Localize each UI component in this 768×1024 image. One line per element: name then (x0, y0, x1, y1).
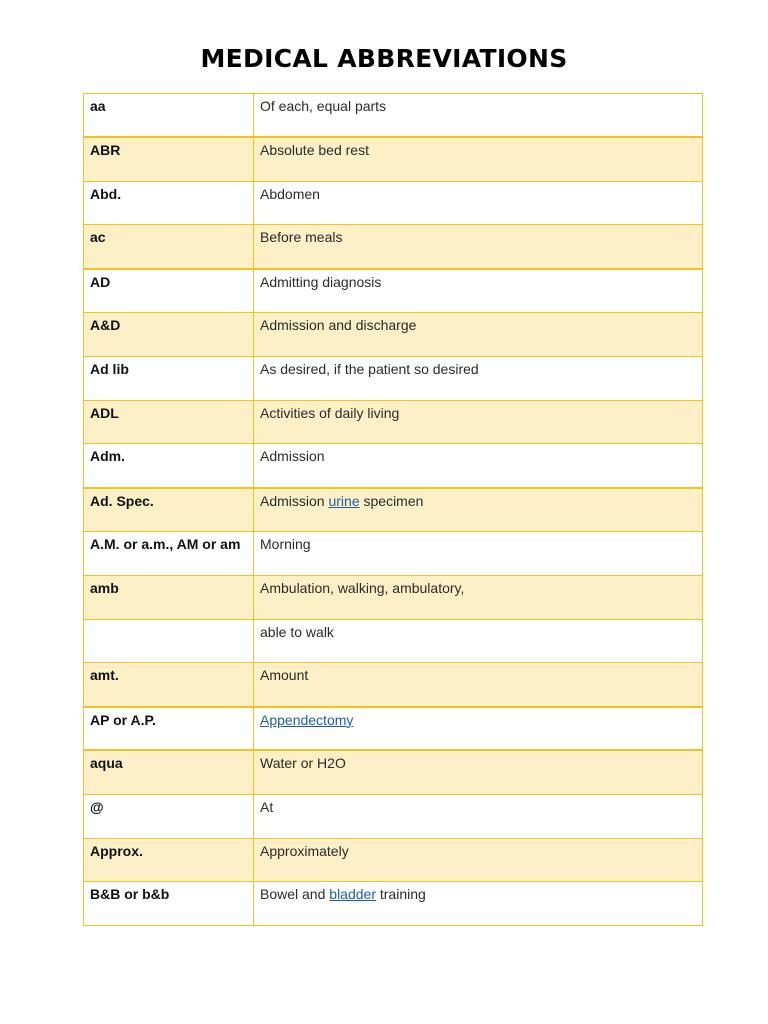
definition-text: Ambulation, walking, ambulatory, (260, 579, 465, 596)
definition-text: At (260, 798, 274, 815)
definition-text: Admission (260, 448, 325, 465)
appendectomy-link[interactable]: Appendectomy (260, 711, 354, 728)
table-row (84, 619, 703, 663)
definition-text: Water or H2O (260, 755, 346, 772)
definition-cell (254, 619, 703, 663)
abbreviation-cell: Ad lib (84, 356, 254, 400)
definition-cell (254, 181, 703, 225)
definition-text: Abdomen (260, 185, 320, 202)
definition-cell (254, 356, 703, 400)
abbreviation-cell: ADL (84, 400, 254, 444)
table-row (84, 400, 703, 444)
definition-text: Admitting diagnosis (260, 273, 382, 290)
table-row (84, 750, 703, 794)
abbreviation-cell: Abd. (84, 181, 254, 225)
table-row (84, 225, 703, 269)
abbreviation-cell: ABR (84, 137, 254, 181)
abbreviation-cell: B&B or b&b (84, 882, 254, 926)
abbreviations-table (83, 93, 703, 926)
table-row (84, 137, 703, 181)
definition-cell (254, 400, 703, 444)
table-row (84, 794, 703, 838)
definition-text: Approximately (260, 842, 349, 859)
definition-cell (254, 794, 703, 838)
table-row (84, 838, 703, 882)
definition-cell (254, 838, 703, 882)
definition-cell (254, 488, 703, 532)
definition-cell (254, 269, 703, 313)
abbreviation-cell: AD (84, 269, 254, 313)
table-row (84, 531, 703, 575)
definition-text: Absolute bed rest (260, 142, 369, 159)
abbreviation-cell: aqua (84, 750, 254, 794)
definition-text: As desired, if the patient so desired (260, 360, 479, 377)
definition-text: Bowel and (260, 886, 330, 903)
definition-cell (254, 312, 703, 356)
definition-text: Admission (260, 492, 329, 509)
abbreviation-cell: A&D (84, 312, 254, 356)
table-row (84, 356, 703, 400)
definition-text: Of each, equal parts (260, 98, 387, 114)
definition-text: Morning (260, 535, 311, 552)
definition-text: training (375, 886, 426, 903)
abbreviation-cell: A.M. or a.m., AM or am (84, 531, 254, 575)
table-row (84, 707, 703, 751)
abbreviation-cell: amb (84, 575, 254, 619)
definition-cell (254, 575, 703, 619)
definition-cell (254, 531, 703, 575)
abbreviation-cell: Approx. (84, 838, 254, 882)
abbreviation-cell: Adm. (84, 444, 254, 488)
abbreviation-cell: Ad. Spec. (84, 488, 254, 532)
table-row (84, 94, 703, 138)
definition-text: able to walk (260, 623, 334, 640)
table-row (84, 882, 703, 926)
table-row (84, 575, 703, 619)
abbreviation-cell: @ (84, 794, 254, 838)
definition-cell (254, 750, 703, 794)
definition-cell (254, 444, 703, 488)
abbreviation-cell: amt. (84, 663, 254, 707)
table-row (84, 663, 703, 707)
abbreviation-cell: AP or A.P. (84, 707, 254, 751)
definition-cell (254, 663, 703, 707)
definition-text: Activities of daily living (260, 404, 400, 421)
table-row (84, 444, 703, 488)
abbreviation-cell: ac (84, 225, 254, 269)
urine-link[interactable]: urine (328, 492, 360, 509)
table-row (84, 488, 703, 532)
page-title: MEDICAL ABBREVIATIONS (200, 44, 568, 73)
definition-cell (254, 225, 703, 269)
table-row (84, 312, 703, 356)
definition-text: Admission and discharge (260, 316, 417, 333)
table-row (84, 269, 703, 313)
definition-text: Before meals (260, 229, 343, 246)
definition-cell (254, 707, 703, 751)
definition-text: Amount (260, 667, 309, 684)
table-row (84, 181, 703, 225)
definition-cell (254, 882, 703, 926)
definition-cell (254, 94, 703, 138)
abbreviation-cell (84, 619, 254, 663)
bladder-link[interactable]: bladder (329, 886, 376, 903)
definition-cell (254, 137, 703, 181)
definition-text: specimen (359, 492, 424, 509)
abbreviation-cell: aa (84, 94, 254, 138)
